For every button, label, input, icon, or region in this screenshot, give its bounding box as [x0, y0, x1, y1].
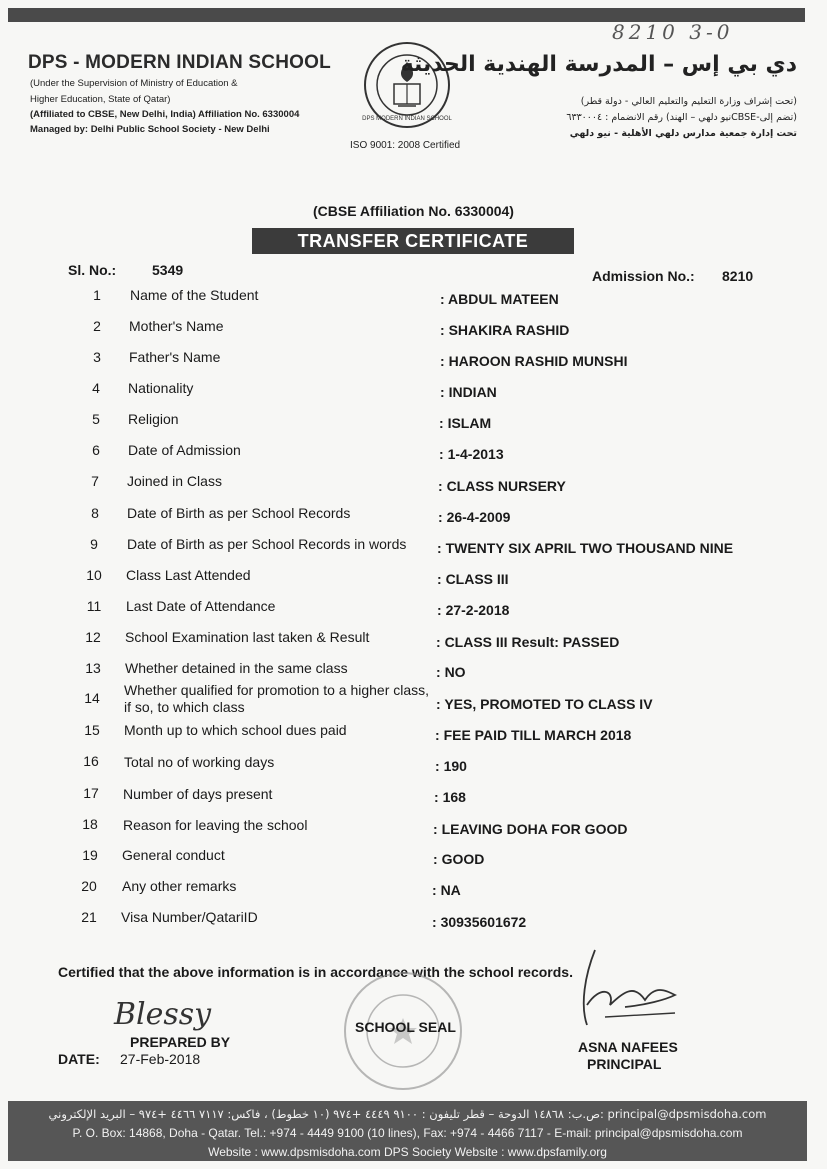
nationality: : INDIAN [440, 384, 497, 400]
row-label: Religion [128, 411, 179, 427]
footer-english-contact: P. O. Box: 14868, Doha - Qatar. Tel.: +974 - 4449 9100 (10 lines), Fax: +974 - 4466 7117 - E-mail: principal@dpsmisdoha.com [72, 1126, 743, 1140]
date-of-birth: : 26-4-2009 [438, 509, 510, 525]
footer [8, 1101, 807, 1161]
working-days: : 190 [435, 758, 467, 774]
admission-number: 8210 [722, 268, 754, 284]
row-number: 3 [93, 349, 101, 365]
handwritten-note: 8210 3-0 [612, 20, 734, 44]
supervision-line-1: (Under the Supervision of Ministry of Education & [30, 78, 238, 89]
row-number: 13 [85, 660, 101, 676]
row-label: Total no of working days [124, 754, 275, 770]
issue-date: 27-Feb-2018 [120, 1051, 201, 1067]
admission-number-label: Admission No.: [592, 268, 695, 284]
school-name-arabic: دي بي إس – المدرسة الهندية الحديثة [400, 52, 797, 77]
row-label: Class Last Attended [126, 567, 251, 583]
row-label-continued: if so, to which class [124, 699, 245, 715]
row-label: Last Date of Attendance [126, 598, 276, 614]
iso-certification: ISO 9001: 2008 Certified [350, 140, 461, 151]
row-number: 5 [92, 411, 100, 427]
row-label: Name of the Student [130, 287, 259, 303]
arabic-line-2: (تضم إلى-CBSEنيو دلهي – الهند) رقم الانضمام : ٦٣٣٠٠٠٤ [566, 112, 797, 123]
reason-for-leaving: : LEAVING DOHA FOR GOOD [433, 821, 627, 837]
svg-text:DPS MODERN INDIAN SCHOOL: DPS MODERN INDIAN SCHOOL [362, 116, 452, 122]
row-label: Reason for leaving the school [123, 817, 308, 833]
serial-number-label: Sl. No.: [68, 262, 117, 278]
row-number: 17 [83, 785, 99, 801]
row-number: 11 [86, 598, 102, 614]
row-label: Nationality [128, 380, 194, 396]
row-label: Father's Name [129, 349, 221, 365]
row-label: School Examination last taken & Result [125, 629, 370, 645]
row-label: Whether qualified for promotion to a higher class, [124, 682, 430, 698]
mother-name: : SHAKIRA RASHID [440, 322, 569, 338]
row-number: 15 [84, 722, 100, 738]
row-number: 6 [92, 442, 100, 458]
row-number: 21 [81, 909, 97, 925]
row-number: 2 [93, 318, 101, 334]
religion: : ISLAM [439, 415, 491, 431]
row-label: Date of Birth as per School Records in words [127, 536, 407, 552]
exam-result: : CLASS III Result: PASSED [436, 634, 619, 650]
row-number: 20 [81, 878, 97, 894]
row-label: Date of Admission [128, 442, 241, 458]
row-label: Month up to which school dues paid [124, 722, 347, 738]
cbse-affiliation: (CBSE Affiliation No. 6330004) [313, 203, 514, 219]
certification-statement: Certified that the above information is in accordance with the school records. [58, 964, 573, 980]
row-number: 4 [92, 380, 100, 396]
row-label: Mother's Name [129, 318, 224, 334]
row-number: 8 [91, 505, 99, 521]
row-number: 7 [91, 473, 99, 489]
row-label: Whether detained in the same class [125, 660, 348, 676]
visa-qatari-id: : 30935601672 [432, 914, 526, 930]
row-label: Any other remarks [122, 878, 237, 894]
last-date-of-attendance: : 27-2-2018 [437, 602, 509, 618]
class-last-attended: : CLASS III [437, 571, 509, 587]
principal-title: PRINCIPAL [587, 1056, 662, 1072]
row-number: 18 [82, 816, 98, 832]
row-number: 10 [86, 567, 102, 583]
arabic-line-1: (تحت إشراف وزارة التعليم والتعليم العالي - دولة قطر) [580, 96, 797, 107]
certificate-title: TRANSFER CERTIFICATE [252, 228, 574, 254]
row-number: 16 [83, 753, 99, 769]
row-number: 12 [85, 629, 101, 645]
principal-name: ASNA NAFEES [578, 1039, 678, 1055]
managed-by-line: Managed by: Delhi Public School Society - New Delhi [30, 124, 270, 135]
school-name: DPS - MODERN INDIAN SCHOOL [28, 52, 331, 73]
other-remarks: : NA [432, 882, 461, 898]
date-of-birth-words: : TWENTY SIX APRIL TWO THOUSAND NINE [437, 540, 733, 556]
principal-signature-icon [565, 945, 695, 1035]
affiliation-line: (Affiliated to CBSE, New Delhi, India) Affiliation No. 6330004 [30, 109, 300, 120]
father-name: : HAROON RASHID MUNSHI [440, 353, 627, 369]
row-number: 14 [84, 690, 100, 706]
date-label: DATE: [58, 1051, 100, 1067]
school-seal-label: SCHOOL SEAL [355, 1019, 456, 1035]
prepared-by-label: PREPARED BY [130, 1034, 231, 1050]
row-label: Visa Number/QatariID [121, 909, 258, 925]
dues-paid: : FEE PAID TILL MARCH 2018 [435, 727, 631, 743]
serial-number: 5349 [152, 262, 184, 278]
general-conduct: : GOOD [433, 851, 484, 867]
row-number: 19 [82, 847, 98, 863]
joined-class: : CLASS NURSERY [438, 478, 566, 494]
row-number: 1 [93, 287, 101, 303]
preparer-signature-text: Blessy [114, 997, 212, 1032]
detained: : NO [436, 664, 466, 680]
row-number: 9 [90, 536, 98, 552]
student-name: : ABDUL MATEEN [440, 291, 559, 307]
row-label: Date of Birth as per School Records [127, 505, 351, 521]
promotion: : YES, PROMOTED TO CLASS IV [436, 696, 653, 712]
footer-arabic-contact: ص.ب: ١٤٨٦٨ الدوحة – قطر تليفون : ٩١٠٠ ٤٤٤٩ +٩٧٤ (١٠ خطوط) ، فاكس: ٧١١٧ ٤٤٦٦ +٩٧٤ – البريد الإلكتروني: principal@dpsmisdoha.com [48, 1107, 767, 1121]
row-label: Joined in Class [127, 473, 222, 489]
preparer-signature-icon [110, 990, 240, 1035]
days-present: : 168 [434, 789, 466, 805]
arabic-line-3: تحت إدارة جمعية مدارس دلهي الأهلية - نيو دلهي [569, 128, 797, 139]
footer-websites: Website : www.dpsmisdoha.com DPS Society Website : www.dpsfamily.org [208, 1145, 607, 1159]
supervision-line-2: Higher Education, State of Qatar) [30, 94, 171, 105]
row-label: General conduct [122, 847, 225, 863]
date-of-admission: : 1-4-2013 [439, 446, 504, 462]
row-label: Number of days present [123, 786, 273, 802]
